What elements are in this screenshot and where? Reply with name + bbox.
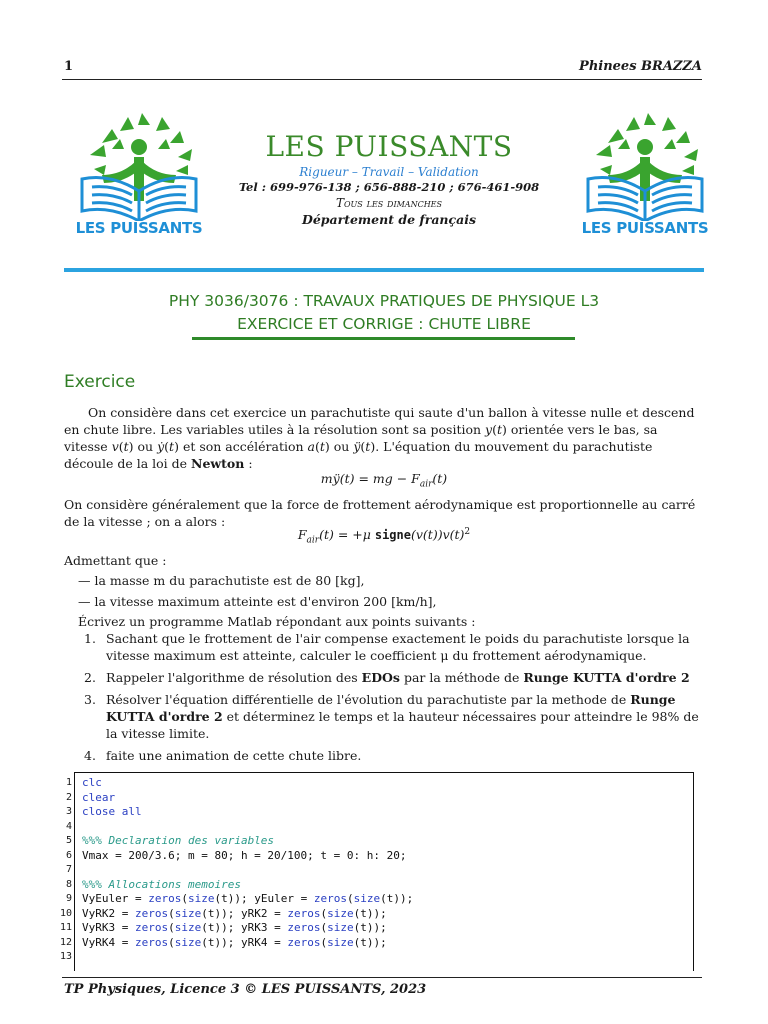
line-number: 9 <box>65 893 72 904</box>
line-number: 8 <box>65 878 72 890</box>
line-number: 6 <box>65 849 72 861</box>
section-heading: Exercice <box>64 372 136 392</box>
header-rule <box>62 79 702 80</box>
line-number: 2 <box>65 791 72 803</box>
motto: Rigueur – Travail – Validation <box>299 165 479 179</box>
list-item: 1. Sachant que le frottement de l'air compense exactement le poids du parachutiste lorsque la vitesse maximum est atteinte, calculer le coefficient μ du frottement aérodynamique. <box>84 631 690 663</box>
page-number: 1 <box>64 59 74 74</box>
line-number: 13 <box>59 951 72 962</box>
paragraph-assumptions: Admettant que : <box>64 553 167 568</box>
organization-name: LES PUISSANTS <box>265 130 513 163</box>
tree-book-icon <box>72 113 206 221</box>
code-line: clear <box>82 790 116 804</box>
telephone: Tel : 699-976-138 ; 656-888-210 ; 676-461-908 <box>238 180 540 194</box>
list-item: — la vitesse maximum atteinte est d'environ 200 [km/h], <box>78 594 437 609</box>
paragraph-friction: On considère généralement que la force de frottement aérodynamique est proportionnelle au carré de la vitesse ; on a alors : <box>64 497 696 529</box>
list-item: 3. Résolver l'équation différentielle de l'évolution du parachutiste par la methode de Runge KUTTA d'ordre 2 et déterminez le temps et la hauteur nécessaires pour atteindre le 98% de la vitesse limite. <box>84 692 699 741</box>
footer-text: TP Physiques, Licence 3 © LES PUISSANTS, 2023 <box>64 982 427 997</box>
footer-rule <box>62 977 702 978</box>
line-number: 3 <box>65 806 72 817</box>
schedule: Tous les dimanches <box>335 196 442 210</box>
code-line: VyRK4 = zeros(size(t)); yRK4 = zeros(size(t)); <box>82 935 387 949</box>
author-name: Phinees BRAZZA <box>579 59 702 74</box>
line-number: 7 <box>65 864 72 875</box>
list-item: 4. faite une animation de cette chute libre. <box>84 748 362 763</box>
paragraph-instructions: Écrivez un programme Matlab répondant aux points suivants : <box>78 614 476 629</box>
code-line: VyEuler = zeros(size(t)); yEuler = zeros(size(t)); <box>82 892 414 905</box>
task-list <box>64 630 704 769</box>
line-number: 11 <box>59 922 72 933</box>
logo-caption: LES PUISSANTS <box>581 219 709 237</box>
paragraph-intro: On considère dans cet exercice un parachutiste qui saute d'un ballon à vitesse nulle et descend en chute libre. Les variables utiles à la résolution sont sa position y(t) orientée vers le bas, sa vitesse v(t) ou ẏ(t) et son accélération a(t) ou ÿ(t). L'équation du mouvement du parachutiste découle de la loi de Newton : <box>64 405 695 471</box>
code-line: close all <box>82 805 142 818</box>
line-number: 12 <box>59 936 72 948</box>
course-subtitle: EXERCICE ET CORRIGE : CHUTE LIBRE <box>237 315 531 333</box>
logo-caption: LES PUISSANTS <box>75 219 203 237</box>
logo-right <box>578 113 712 241</box>
course-title: PHY 3036/3076 : TRAVAUX PRATIQUES DE PHYSIQUE L3 <box>168 292 600 310</box>
code-comment: %%% Allocations memoires <box>82 877 241 891</box>
line-number: 4 <box>65 820 72 832</box>
equation-motion: mÿ(t) = mg − $F_{air}(t)$ <box>320 471 448 490</box>
equation-friction: $F_{air}(t) = +\mu$ $signe(v(t))v(t)^2$ <box>297 527 471 546</box>
line-number: 10 <box>59 907 72 919</box>
department: Département de français <box>301 212 477 227</box>
code-line: VyRK2 = zeros(size(t)); yRK2 = zeros(size(t)); <box>82 906 387 920</box>
logo-left <box>72 113 206 241</box>
code-line: Vmax = 200/3.6; m = 80; h = 20/100; t = 0: h: 20; <box>82 848 407 862</box>
code-line: clc <box>82 776 102 789</box>
title-underline <box>192 337 575 340</box>
line-number: 5 <box>65 835 72 846</box>
code-comment: %%% Declaration des variables <box>82 834 275 847</box>
separator-bar <box>64 268 704 272</box>
code-line: VyRK3 = zeros(size(t)); yRK3 = zeros(size(t)); <box>82 921 387 934</box>
list-item: 2. Rappeler l'algorithme de résolution des EDOs par la méthode de Runge KUTTA d'ordre 2 <box>84 670 690 685</box>
line-number: 1 <box>65 777 72 788</box>
tree-book-icon <box>578 113 712 221</box>
list-item: — la masse m du parachutiste est de 80 [kg], <box>78 573 365 588</box>
